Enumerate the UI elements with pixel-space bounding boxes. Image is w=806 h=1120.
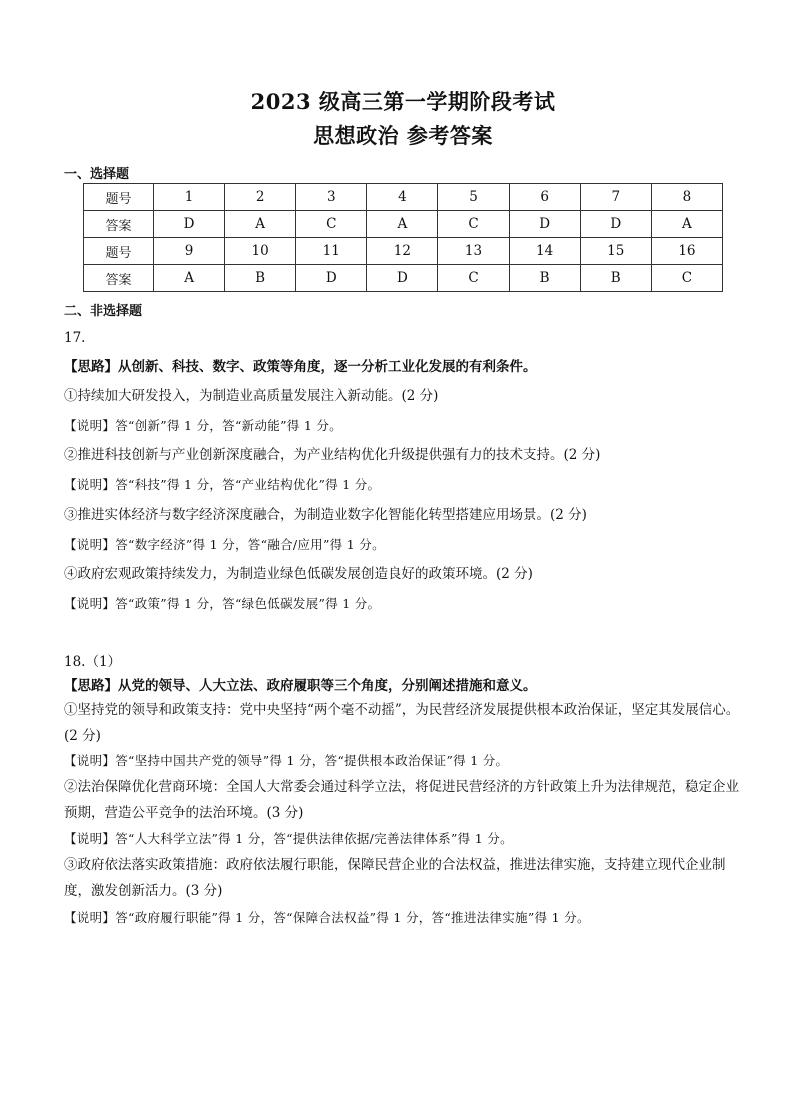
question-17-point-1: ①持续加大研发投入，为制造业高质量发展注入新动能。(2 分)	[64, 388, 439, 404]
page-subtitle: 思想政治 参考答案	[313, 123, 493, 148]
question-18-point-2: ②法治保障优化营商环境：全国人大常委会通过科学立法，将促进民营经济的方针政策上升为法律规范，稳定企业预期，营造公平竞争的法治环境。(3 分)	[64, 779, 739, 821]
table-cell: 5	[438, 184, 509, 211]
table-cell: 3	[296, 184, 367, 211]
question-18-note-3: 【说明】答“政府履行职能”得 1 分，答“保障合法权益”得 1 分，答“推进法律实施”得 1 分。	[64, 910, 590, 925]
question-17-point-4: ④政府宏观政策持续发力，为制造业绿色低碳发展创造良好的政策环境。(2 分)	[64, 566, 533, 582]
table-row	[84, 211, 723, 238]
table-cell: C	[438, 265, 509, 292]
question-18-note-2: 【说明】答“人大科学立法”得 1 分，答“提供法律依据/完善法律体系”得 1 分。	[64, 831, 513, 846]
question-17-idea: 【思路】从创新、科技、数字、政策等角度，逐一分析工业化发展的有利条件。	[64, 359, 537, 375]
table-cell: 11	[296, 238, 367, 265]
table-cell: D	[154, 211, 225, 238]
table-cell: B	[225, 265, 296, 292]
table-cell: 1	[154, 184, 225, 211]
table-cell: D	[296, 265, 367, 292]
table-cell: 12	[367, 238, 438, 265]
table-cell: 13	[438, 238, 509, 265]
question-17-note-4: 【说明】答“政策”得 1 分，答“绿色低碳发展”得 1 分。	[64, 596, 381, 611]
question-18-point-3: ③政府依法落实政策措施：政府依法履行职能，保障民营企业的合法权益，推进法律实施，支持建立现代企业制度，激发创新活力。(3 分)	[64, 857, 726, 899]
question-18-point-1: ①坚持党的领导和政策支持：党中央坚持“两个毫不动摇”，为民营经济发展提供根本政治保证，坚定其发展信心。(2 分)	[64, 702, 740, 744]
table-row	[84, 184, 723, 211]
table-cell: 15	[580, 238, 651, 265]
question-17-note-1: 【说明】答“创新”得 1 分，答“新动能”得 1 分。	[64, 418, 342, 433]
section-heading-choice: 一、选择题	[64, 167, 130, 182]
table-cell: 4	[367, 184, 438, 211]
table-cell: 10	[225, 238, 296, 265]
table-cell: D	[509, 211, 580, 238]
section-heading-non-choice: 二、非选择题	[64, 304, 143, 319]
question-18-note-1: 【说明】答“坚持中国共产党的领导”得 1 分，答“提供根本政治保证”得 1 分。	[64, 753, 509, 768]
table-cell: B	[580, 265, 651, 292]
table-cell: 7	[580, 184, 651, 211]
question-17-number: 17.	[64, 330, 86, 346]
table-row	[84, 238, 723, 265]
table-cell: D	[367, 265, 438, 292]
question-18-idea: 【思路】从党的领导、人大立法、政府履职等三个角度，分别阐述措施和意义。	[64, 678, 537, 694]
table-cell: D	[580, 211, 651, 238]
table-cell: 8	[651, 184, 722, 211]
table-cell: A	[651, 211, 722, 238]
question-17-point-3: ③推进实体经济与数字经济深度融合，为制造业数字化智能化转型搭建应用场景。(2 分)	[64, 507, 587, 523]
table-cell: A	[225, 211, 296, 238]
question-17-note-2: 【说明】答“科技”得 1 分，答“产业结构优化”得 1 分。	[64, 477, 381, 492]
table-cell: 14	[509, 238, 580, 265]
table-cell: C	[438, 211, 509, 238]
question-17-point-2: ②推进科技创新与产业创新深度融合，为产业结构优化升级提供强有力的技术支持。(2 分)	[64, 447, 601, 463]
table-cell: C	[651, 265, 722, 292]
table-cell: 9	[154, 238, 225, 265]
question-18-number: 18.（1）	[64, 654, 122, 670]
table-row	[84, 265, 723, 292]
page-title: 2023 级高三第一学期阶段考试	[250, 89, 556, 114]
table-row-header: 答案	[84, 265, 154, 292]
table-cell: B	[509, 265, 580, 292]
table-cell: 2	[225, 184, 296, 211]
table-cell: A	[367, 211, 438, 238]
question-17-note-3: 【说明】答“数字经济”得 1 分，答“融合/应用”得 1 分。	[64, 537, 385, 552]
table-cell: C	[296, 211, 367, 238]
table-row-header: 题号	[84, 184, 154, 211]
table-cell: 6	[509, 184, 580, 211]
table-cell: A	[154, 265, 225, 292]
table-cell: 16	[651, 238, 722, 265]
answer-table	[83, 183, 723, 292]
table-row-header: 题号	[84, 238, 154, 265]
table-row-header: 答案	[84, 211, 154, 238]
